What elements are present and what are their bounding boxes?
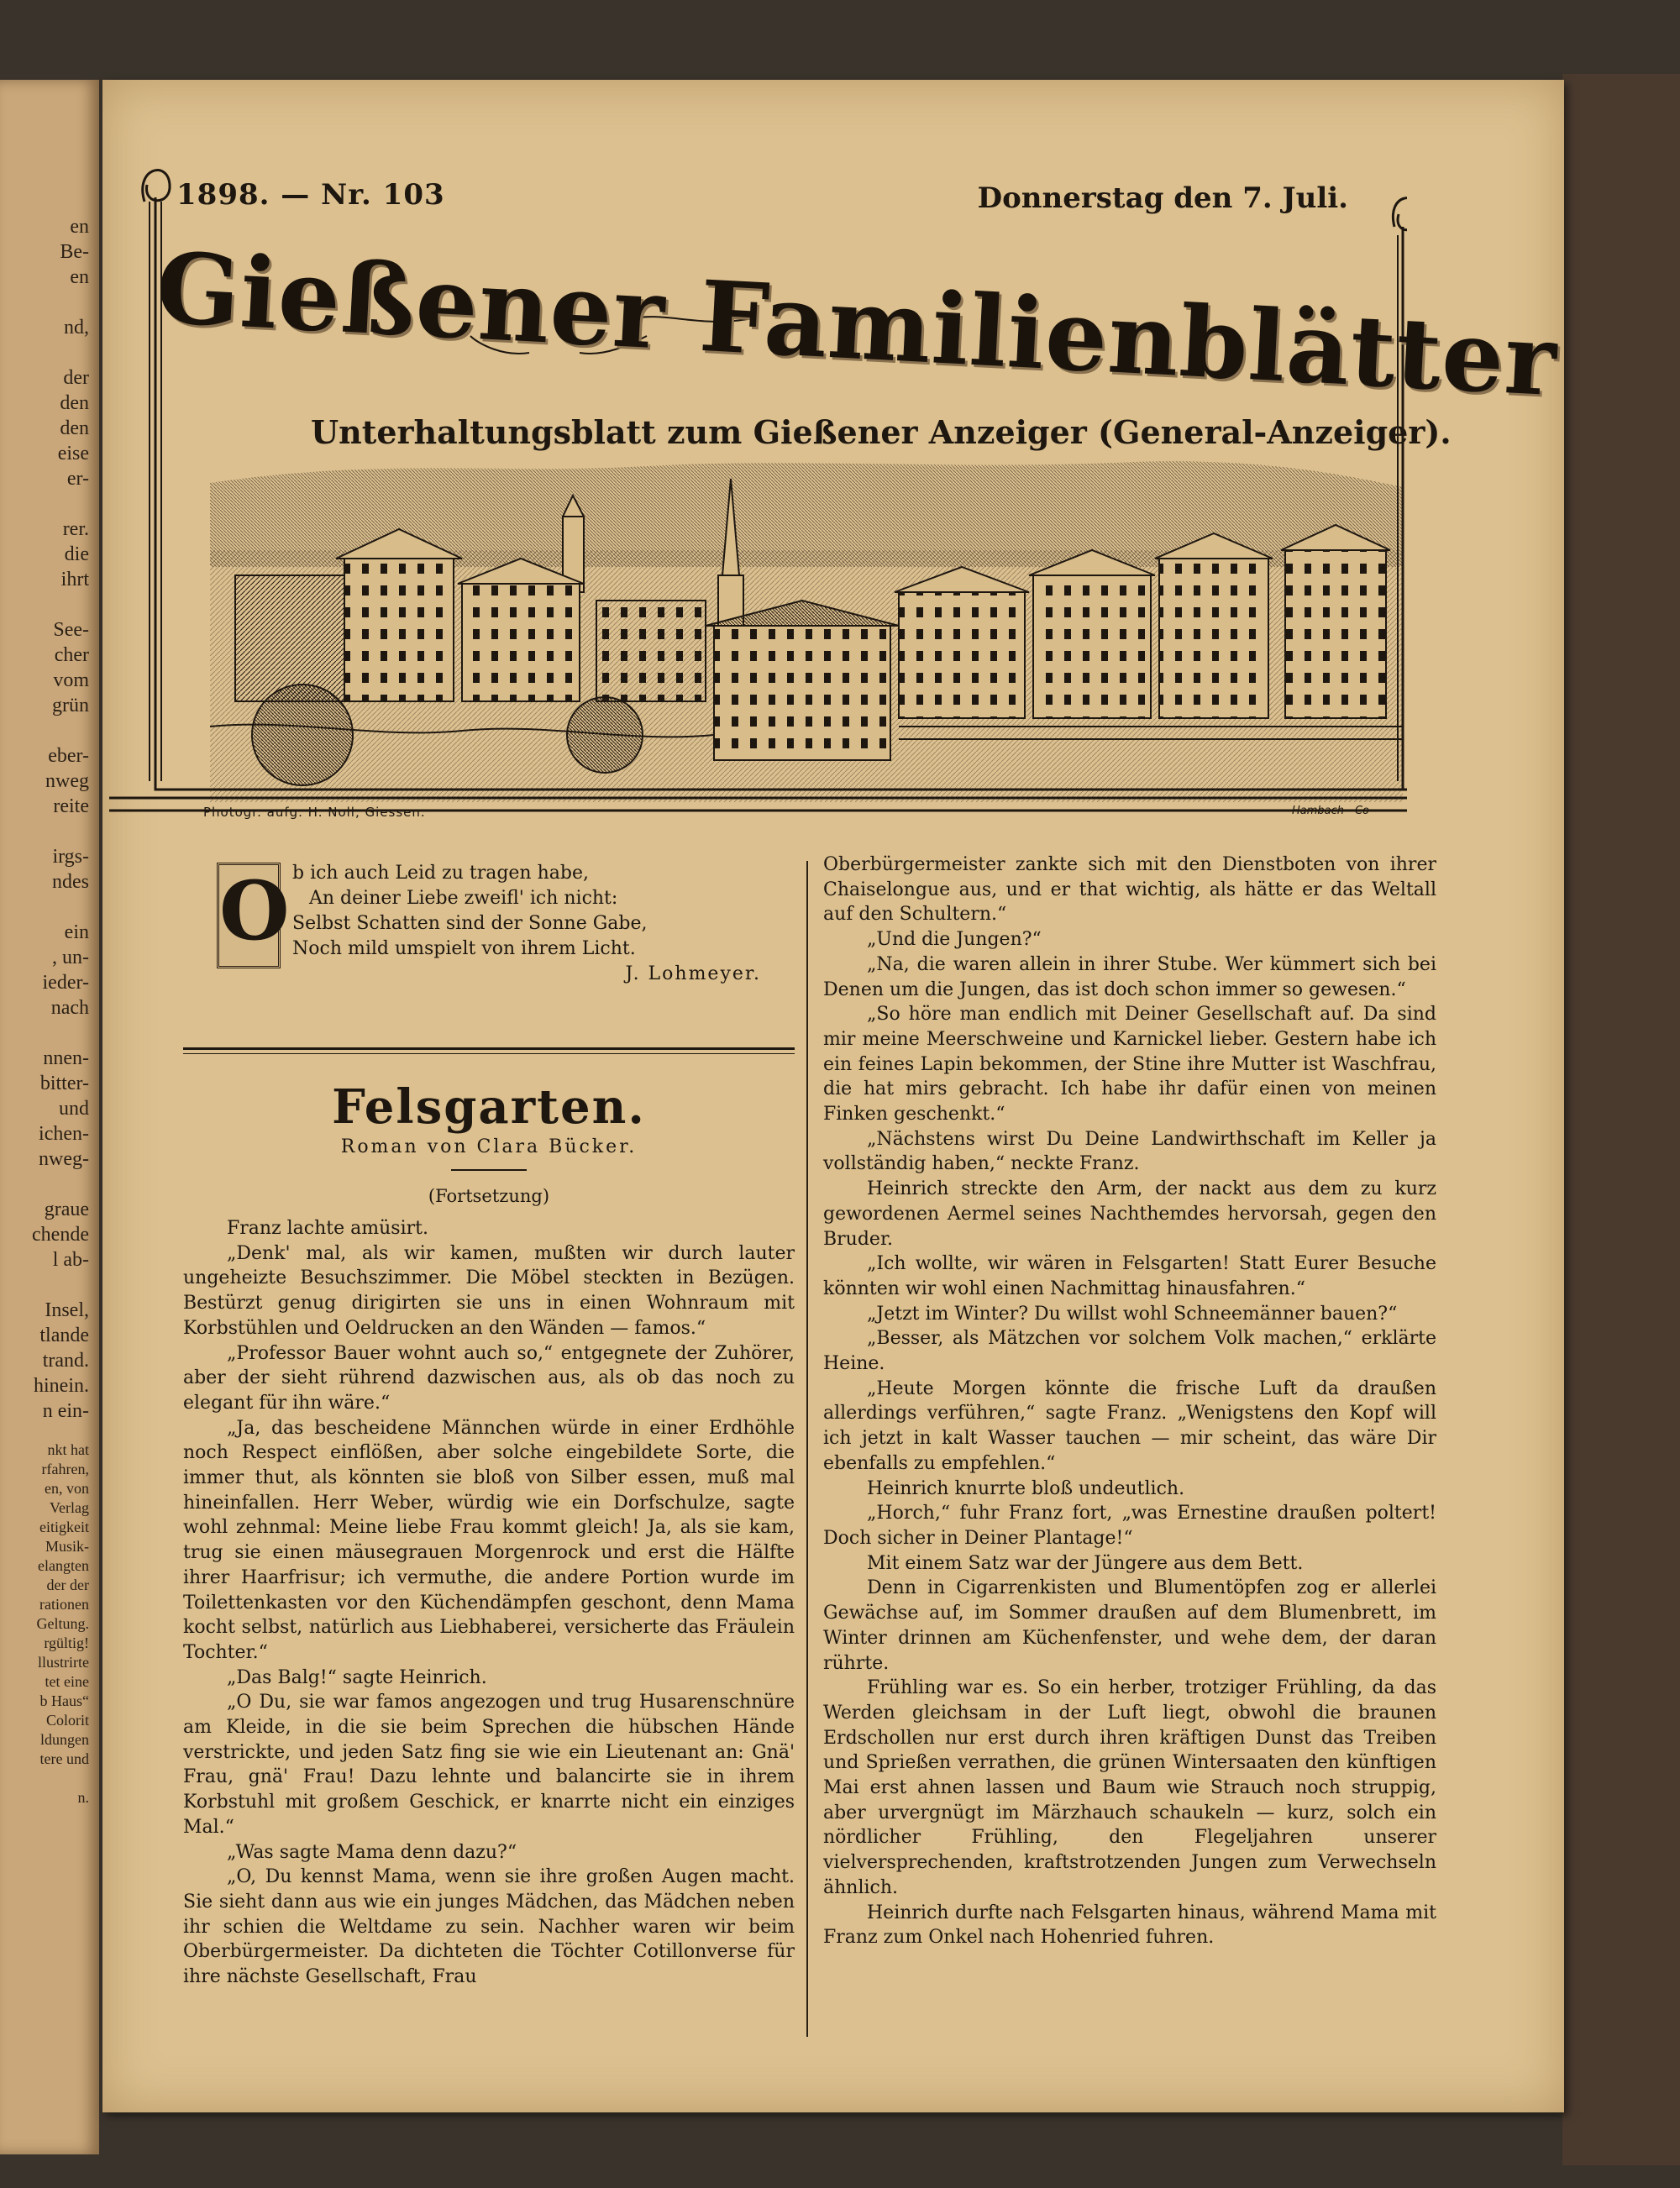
adjacent-text-fragment: rationen <box>39 1596 89 1613</box>
adjacent-text-fragment: b Haus“ <box>39 1692 89 1709</box>
adjacent-text-fragment: nnen- <box>43 1047 89 1069</box>
adjacent-text-fragment <box>0 1172 99 1197</box>
paragraph: „Besser, als Mätzchen vor solchem Volk machen,“ erklärte Heine. <box>823 1328 1436 1375</box>
adjacent-text-fragment <box>0 1272 99 1298</box>
adjacent-text-fragment: en <box>70 266 89 288</box>
section-rule <box>183 1047 795 1054</box>
adjacent-text-fragment: tere und <box>39 1750 89 1767</box>
adjacent-text-fragment <box>0 340 99 365</box>
paragraph: Denn in Cigarrenkisten und Blumentöpfen zog er allerlei Gewächse auf, im Sommer draußen auf dem Blumenbrett, im Winter drinnen am Küchenfenster, und wehe dem, der daran rührte. <box>823 1577 1436 1674</box>
adjacent-text-fragment: Be- <box>60 241 89 263</box>
paragraph: „Ich wollte, wir wären in Felsgarten! Statt Eurer Besuche könnten wir wohl einen Nachmittag hinausfahren.“ <box>823 1253 1436 1299</box>
adjacent-text-fragment <box>0 592 99 617</box>
adjacent-text-fragment: rer. <box>62 518 89 540</box>
adjacent-text-fragment: eber- <box>48 745 89 767</box>
adjacent-text-fragment: eise <box>57 443 89 464</box>
story-byline: Roman von Clara Bücker. <box>340 1136 638 1157</box>
adjacent-text-fragment: nach <box>50 997 89 1019</box>
paragraph: Heinrich streckte den Arm, der nackt aus dem zu kurz gewordenen Aermel seines Nachthemdes hervorsah, gegen den Bruder. <box>823 1178 1436 1250</box>
title-rule <box>451 1169 527 1171</box>
issue-number: 1898. — Nr. 103 <box>176 178 445 212</box>
adjacent-text-fragment: tlande <box>39 1325 89 1346</box>
paragraph: Heinrich knurrte bloß undeutlich. <box>867 1477 1185 1499</box>
adjacent-text-fragment: und <box>59 1098 89 1120</box>
adjacent-text-fragment: bitter- <box>39 1073 89 1094</box>
adjacent-text-fragment: ihrt <box>60 569 89 590</box>
adjacent-text-fragment: en <box>70 216 89 238</box>
adjacent-text-fragment: ldungen <box>40 1731 89 1748</box>
poem-line: Selbst Schatten sind der Sonne Gabe, <box>292 913 648 934</box>
paragraph: Franz lachte amüsirt. <box>227 1218 428 1239</box>
adjacent-page-text <box>0 214 99 1424</box>
adjacent-text-fragment: llustrirte <box>38 1654 89 1671</box>
adjacent-text-fragment: See- <box>53 619 89 641</box>
adjacent-text-fragment: n. <box>77 1789 89 1806</box>
paragraph: „Was sagte Mama denn dazu?“ <box>227 1841 517 1863</box>
story-text-left <box>183 1216 795 1990</box>
adjacent-text-fragment: nweg- <box>39 1148 89 1170</box>
adjacent-text-fragment: Geltung. <box>36 1615 89 1632</box>
paragraph: „So höre man endlich mit Deiner Gesellschaft auf. Da sind mir meine Meerschweine und Karnickel lieber. Gestern habe ich ein feines Lapin bekommen, der Stine ihre Mutter ist Waschfrau, die hat mirs gebracht. Ich habe ihr dafür einen von meinen Finken geschenkt.“ <box>823 1004 1436 1125</box>
adjacent-text-fragment: nkt hat <box>47 1441 89 1458</box>
adjacent-text-fragment <box>0 895 99 920</box>
column-divider <box>806 861 808 2037</box>
adjacent-text-fragment: tet eine <box>45 1673 89 1690</box>
newspaper-subtitle: Unterhaltungsblatt zum Gießener Anzeiger (General-Anzeiger). <box>311 413 1452 451</box>
paragraph: „O Du, sie war famos angezogen und trug Husarenschnüre am Kleide, in die sie beim Sprechen die hübschen Hände verstrickte, und jeden Satz fing sie wie ein Lieutenant an: Gnä' Frau, gnä' Frau! Dazu lehnte und balancirte sie in ihrem Korbstuhl mit großem Geschick, er knarrte nicht ein einziges Mal.“ <box>183 1692 795 1838</box>
paragraph: Heinrich durfte nach Felsgarten hinaus, während Mama mit Franz zum Onkel nach Hohenried fuhren. <box>823 1902 1436 1949</box>
poem <box>219 861 795 1029</box>
adjacent-text-fragment: ieder- <box>42 972 89 994</box>
adjacent-text-fragment: ein <box>64 921 89 943</box>
adjacent-text-fragment: den <box>60 417 89 439</box>
adjacent-text-fragment: irgs- <box>52 846 89 868</box>
adjacent-text-fragment <box>0 819 99 844</box>
adjacent-page-small-text <box>0 1440 99 1808</box>
paragraph: Frühling war es. So ein herber, trotziger Frühling, da das Werden gleichsam in der Luft liegt, obwohl die braunen Erdschollen nur erst durch ihren kräftigen Dunst das Treiben und Sprießen verrathen, die grünen Wintersaaten den künftigen Mai erst ahnen lassen und Baum wie Strauch noch struppig, aber urvergnügt im Märzhauch schaukeln — kurz, solch ein nördlicher Frühling, den Flegeljahren unserer vielversprechenden, kraftstrotzenden Jungen zum Verwechseln ähnlich. <box>823 1677 1436 1898</box>
adjacent-text-fragment: cher <box>54 644 89 666</box>
adjacent-text-fragment: vom <box>53 669 89 691</box>
tree <box>252 685 353 785</box>
left-column <box>183 861 795 1990</box>
adjacent-text-fragment: en, von <box>45 1480 89 1497</box>
adjacent-text-fragment <box>0 290 99 315</box>
paragraph: „Horch,“ fuhr Franz fort, „was Ernestine draußen poltert! Doch sicher in Deiner Plantage!“ <box>823 1503 1436 1549</box>
paragraph: „Denk' mal, als wir kamen, mußten wir durch lauter ungeheizte Besuchszimmer. Die Möbel steckten in Bezügen. Bestürzt genug dirigirten sie uns in einen Wohnraum mit Korbstühlen und Oeldrucken an den Wänden — famos.“ <box>183 1242 795 1339</box>
adjacent-text-fragment: rfahren, <box>41 1461 89 1477</box>
issue-date: Donnerstag den 7. Juli. <box>977 181 1348 215</box>
newspaper-title: Gießener Familienblätter <box>153 231 1560 419</box>
story-title: Felsgarten. <box>332 1079 646 1135</box>
adjacent-text-fragment: chende <box>32 1224 89 1246</box>
poem-line: Noch mild umspielt von ihrem Licht. <box>292 938 636 959</box>
poem-line: b ich auch Leid zu tragen habe, <box>292 863 589 884</box>
adjacent-text-fragment: hinein. <box>34 1375 89 1397</box>
adjacent-text-fragment: l ab- <box>52 1249 89 1271</box>
adjacent-text-fragment: reite <box>53 795 89 817</box>
paragraph: „Ja, das bescheidene Männchen würde in einer Erdhöhle noch Respect einflößen, aber solche eingebildete Sorte, die immer thut, als könnten sie bloß von Silber essen, muß mal hineinfallen. Herr Weber, würdig wie ein Dorfschulze, sagte wohl zehnmal: Meine liebe Frau kommt gleich! Ja, als sie kam, trug sie einen mäusegrauen Morgenrock und erst die Hälfte ihrer Haarfrisur; ich vermuthe, die andere Portion wurde im Toilettenkasten vor den Küchendämpfen geschont, denn Mama kocht selbst, natürlich aus Liebhaberei, versicherte das Fräulein Tochter.“ <box>183 1417 795 1663</box>
adjacent-text-fragment <box>0 718 99 743</box>
poem-line: An deiner Liebe zweifl' ich nicht: <box>309 888 618 909</box>
adjacent-text-fragment <box>0 1769 99 1788</box>
adjacent-text-fragment: trand. <box>42 1350 89 1372</box>
adjacent-text-fragment: Verlag <box>50 1499 89 1516</box>
continuation-note: (Fortsetzung) <box>428 1186 550 1206</box>
paragraph: „Na, die waren allein in ihrer Stube. Wer kümmert sich bei Denen um die Jungen, das ist doch schon immer so gewesen.“ <box>823 953 1436 1000</box>
adjacent-text-fragment: die <box>64 543 89 565</box>
adjacent-text-fragment: , un- <box>52 947 89 968</box>
masthead <box>109 101 1560 827</box>
adjacent-text-fragment: eitigkeit <box>39 1519 89 1535</box>
adjacent-text-fragment: den <box>60 392 89 414</box>
adjacent-text-fragment: elangten <box>38 1557 89 1574</box>
paragraph: „Jetzt im Winter? Du willst wohl Schneemänner bauen?“ <box>867 1303 1398 1325</box>
adjacent-text-fragment: graue <box>44 1199 89 1220</box>
adjacent-text-fragment: nd, <box>64 317 89 338</box>
paragraph: „O, Du kennst Mama, wenn sie ihre großen Augen macht. Sie sieht dann aus wie ein junges Mädchen, das Mädchen neben ihr schien die Weltdame zu sein. Nachher waren wir beim Oberbürgermeister. Da dichteten die Töchter Cotillonverse für ihre nächste Gesellschaft, Frau <box>183 1866 795 1988</box>
paragraph: „Nächstens wirst Du Deine Landwirthschaft im Keller ja vollständig haben,“ neckte Franz. <box>823 1128 1436 1175</box>
engraver-credit: Hambach - Co <box>1292 805 1369 817</box>
adjacent-text-fragment: der der <box>46 1577 89 1593</box>
right-column <box>823 853 1436 1950</box>
story-text-right <box>823 853 1436 1950</box>
adjacent-text-fragment: ndes <box>52 871 89 893</box>
photo-credit: Photogr. aufg. H. Noll, Giessen. <box>203 805 426 820</box>
poem-author: J. Lohmeyer. <box>625 963 761 984</box>
adjacent-page-edge <box>0 80 99 2154</box>
adjacent-text-fragment: Insel, <box>45 1299 89 1321</box>
adjacent-text-fragment: grün <box>52 695 89 716</box>
adjacent-text-fragment: der <box>63 367 89 389</box>
adjacent-text-fragment: er- <box>66 468 89 490</box>
adjacent-text-fragment: nweg <box>45 770 89 792</box>
tree <box>567 697 643 773</box>
poem-initial: O <box>217 863 281 968</box>
adjacent-text-fragment: n ein- <box>42 1400 89 1422</box>
adjacent-text-fragment: rgültig! <box>44 1634 89 1651</box>
adjacent-text-fragment <box>0 1021 99 1046</box>
paragraph: „Das Balg!“ sagte Heinrich. <box>227 1666 487 1688</box>
adjacent-text-fragment: Musik- <box>45 1538 89 1555</box>
adjacent-text-fragment: ichen- <box>39 1123 89 1145</box>
adjacent-text-fragment <box>0 491 99 517</box>
paragraph: „Professor Bauer wohnt auch so,“ entgegnete der Zuhörer, aber der sieht rührend dazwischen aus, als ob das noch zu elegant für ihn wäre.“ <box>183 1342 795 1414</box>
adjacent-text-fragment: Colorit <box>45 1712 89 1729</box>
paragraph: Oberbürgermeister zankte sich mit den Dienstboten von ihrer Chaiselongue aus, und er that wichtig, als hätte er das Weltall auf den Schultern.“ <box>823 854 1436 926</box>
paragraph: „Heute Morgen könnte die frische Luft da draußen allerdings verführen,“ sagte Franz. „Wenigstens den Kopf will ich jetzt in kalt Wasser tauchen — mir scheint, das wäre Dir ebenfalls zu empfehlen.“ <box>823 1377 1436 1474</box>
book-cover-edge <box>1562 74 1680 2165</box>
city-engraving <box>210 449 1403 802</box>
paragraph: Mit einem Satz war der Jüngere aus dem Bett. <box>867 1552 1304 1574</box>
paragraph: „Und die Jungen?“ <box>867 929 1042 951</box>
